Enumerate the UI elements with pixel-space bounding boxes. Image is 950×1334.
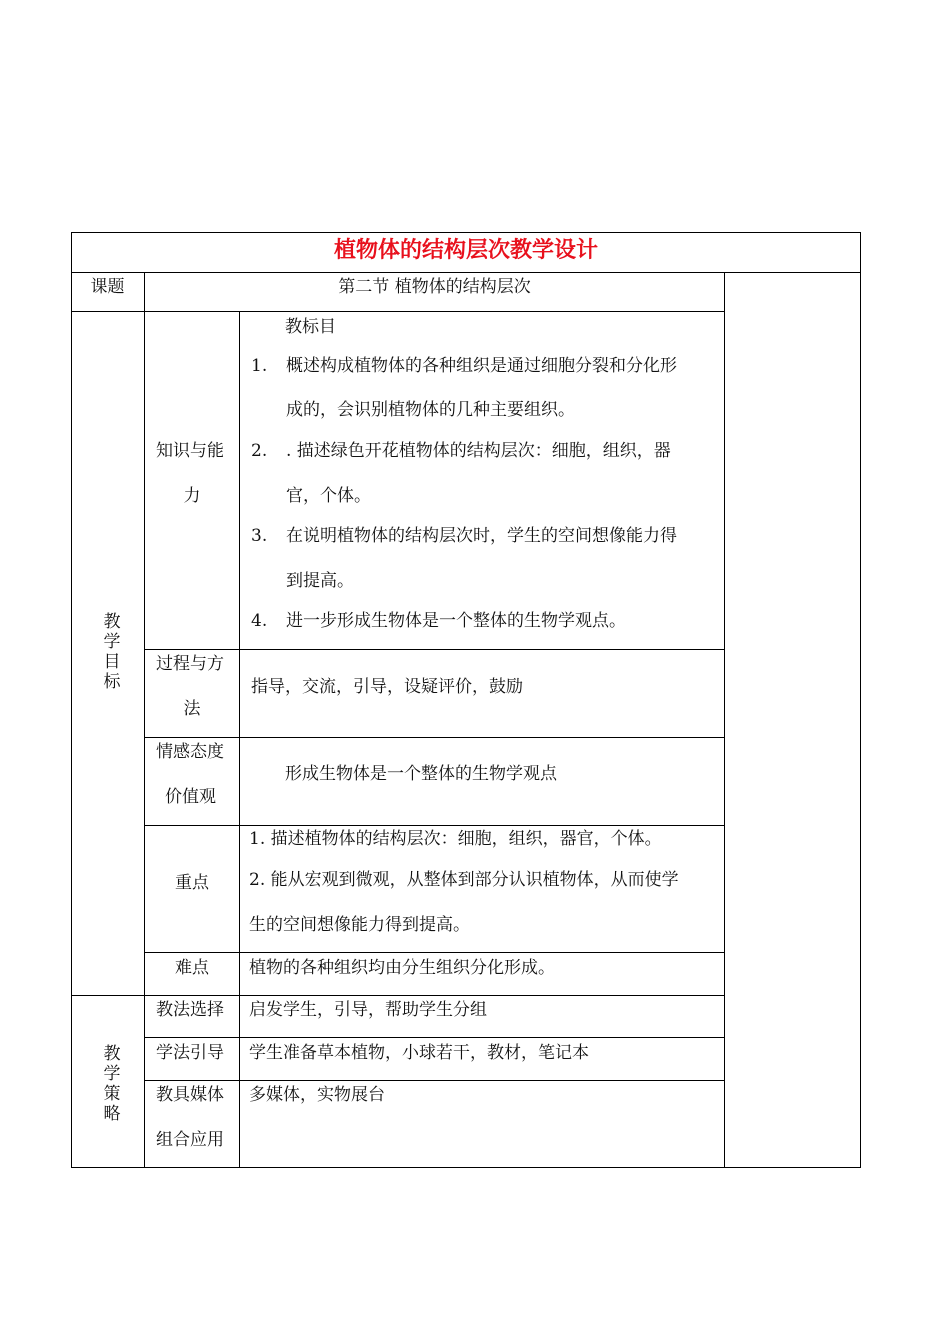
learning-label: 学法引导	[156, 1043, 224, 1063]
topic-value: 第二节 植物体的结构层次	[338, 277, 531, 297]
knowledge-label-2: 力	[183, 486, 201, 506]
process-label-2: 法	[183, 699, 201, 719]
knowledge-heading: 教标目	[285, 317, 336, 337]
knowledge-label-1: 知识与能	[156, 441, 224, 461]
key-point-label: 重点	[175, 873, 209, 893]
knowledge-item-3-line2: 到提高。	[286, 571, 354, 591]
emotion-label-1: 情感态度	[156, 742, 224, 762]
key-point-line2: 2. 能从宏观到微观，从整体到部分认识植物体，从而使学	[249, 870, 679, 890]
media-label-1: 教具媒体	[156, 1085, 224, 1105]
process-label-1: 过程与方	[156, 654, 224, 674]
knowledge-item-4-line1: 进一步形成生物体是一个整体的生物学观点。	[286, 611, 626, 631]
knowledge-item-1-line2: 成的，会识别植物体的几种主要组织。	[286, 400, 575, 420]
knowledge-item-3-num: 3.	[251, 526, 268, 546]
goals-group-label: 教学目标	[103, 612, 121, 692]
key-point-line1: 1. 描述植物体的结构层次：细胞，组织，器官，个体。	[249, 829, 662, 849]
knowledge-item-2-num: 2.	[251, 441, 268, 461]
knowledge-item-1-line1: 概述构成植物体的各种组织是通过细胞分裂和分化形	[286, 356, 677, 376]
knowledge-item-3-line1: 在说明植物体的结构层次时，学生的空间想像能力得	[286, 526, 677, 546]
lesson-plan-table	[71, 232, 861, 1168]
knowledge-item-2-line1: . 描述绿色开花植物体的结构层次：细胞，组织，器	[286, 441, 671, 461]
method-label: 教法选择	[156, 1000, 224, 1020]
media-label-2: 组合应用	[156, 1130, 224, 1150]
knowledge-item-1-num: 1.	[251, 356, 268, 376]
emotion-value: 形成生物体是一个整体的生物学观点	[285, 764, 557, 784]
topic-label: 课题	[90, 277, 125, 297]
knowledge-item-4-num: 4.	[251, 611, 268, 631]
process-value: 指导，交流，引导，设疑评价，鼓励	[251, 677, 523, 697]
difficulty-value: 植物的各种组织均由分生组织分化形成。	[249, 958, 555, 978]
emotion-label-2: 价值观	[165, 787, 216, 807]
media-value: 多媒体，实物展台	[249, 1085, 385, 1105]
learning-value: 学生准备草本植物，小球若干，教材，笔记本	[249, 1043, 589, 1063]
key-point-line3: 生的空间想像能力得到提高。	[249, 915, 470, 935]
knowledge-item-2-line2: 官，个体。	[286, 486, 371, 506]
method-value: 启发学生，引导，帮助学生分组	[249, 1000, 487, 1020]
difficulty-label: 难点	[175, 958, 209, 978]
strategy-group-label: 教学策略	[103, 1044, 121, 1124]
document-title: 植物体的结构层次教学设计	[333, 238, 598, 263]
